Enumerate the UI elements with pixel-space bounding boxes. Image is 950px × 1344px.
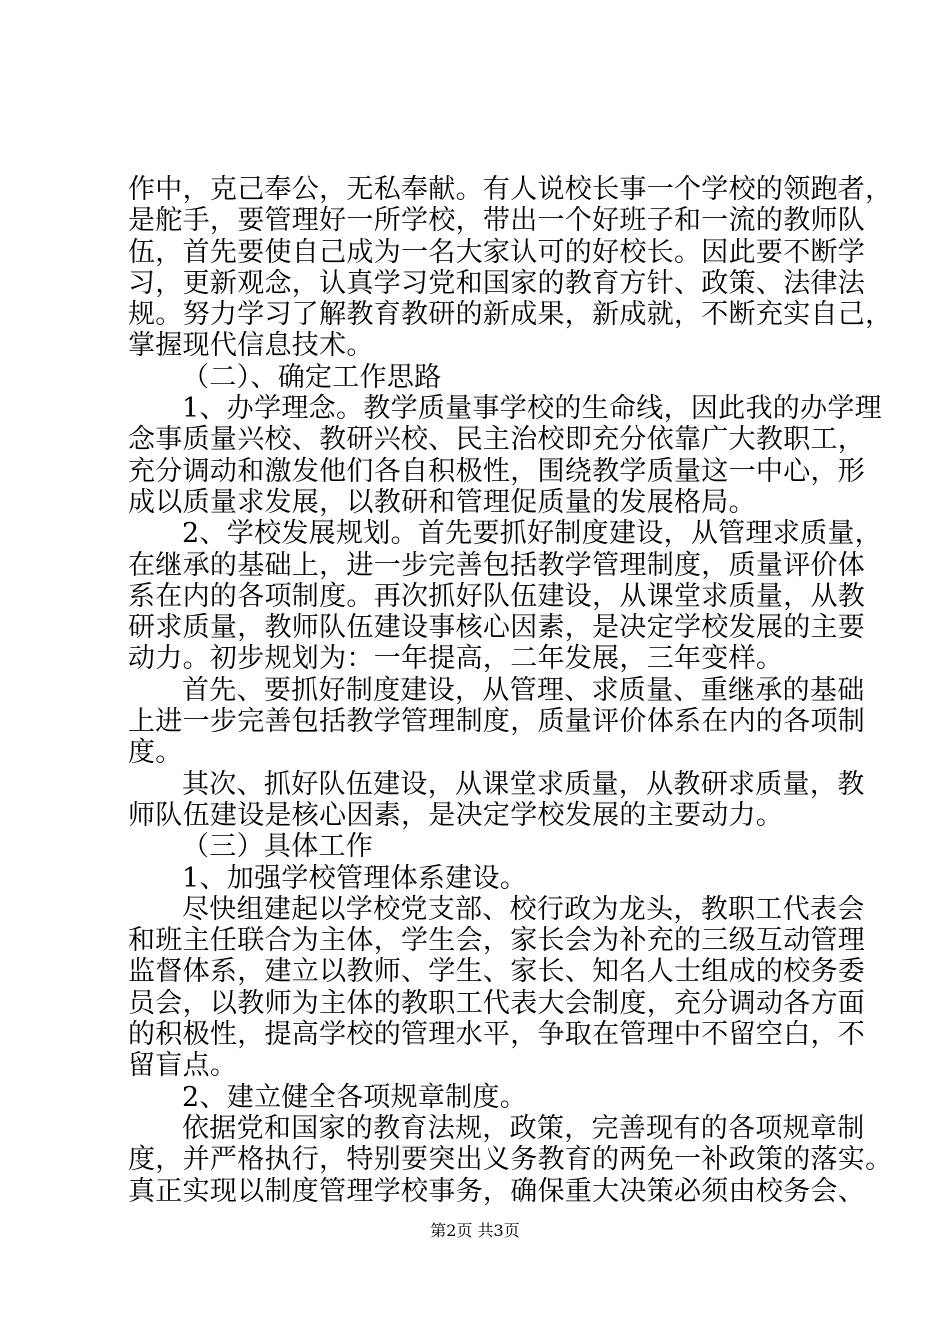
text-line: 作中，克己奉公，无私奉献。有人说校长事一个学校的领跑者，: [128, 174, 893, 205]
text-line: 员会，以教师为主体的教职工代表大会制度，充分调动各方面: [128, 987, 866, 1019]
text-line: 在继承的基础上，进一步完善包括教学管理制度，质量评价体: [128, 549, 866, 581]
text-line: 上进一步完善包括教学管理制度，质量评价体系在内的各项制: [128, 706, 866, 738]
text-line: 动力。初步规划为：一年提高，二年发展，三年变样。: [128, 643, 784, 675]
document-body: [128, 174, 893, 1207]
text-line: 师队伍建设是核心因素，是决定学校发展的主要动力。: [128, 799, 784, 831]
page-footer: 第2页 共3页: [430, 1221, 520, 1240]
text-line: 真正实现以制度管理学校事务，确保重大决策必须由校务会、: [128, 1175, 866, 1207]
text-line: 充分调动和激发他们各自积极性，围绕教学质量这一中心，形: [128, 455, 866, 487]
text-line: 规。努力学习了解教育教研的新成果，新成就，不断充实自己，: [128, 299, 893, 331]
text-line: 2、建立健全各项规章制度。: [182, 1081, 528, 1113]
text-line: 留盲点。: [128, 1050, 238, 1082]
text-line: 1、加强学校管理体系建设。: [182, 862, 528, 894]
text-line: 度，并严格执行，特别要突出义务教育的两免一补政策的落实。: [128, 1144, 893, 1176]
text-line: 依据党和国家的教育法规，政策，完善现有的各项规章制: [182, 1112, 865, 1144]
text-line: 2、学校发展规划。首先要抓好制度建设，从管理求质量，: [182, 518, 882, 550]
text-line: 首先、要抓好制度建设，从管理、求质量、重继承的基础: [182, 674, 865, 706]
text-line: （三）具体工作: [182, 831, 374, 863]
text-line: 习，更新观念，认真学习党和国家的教育方针、政策、法律法: [128, 267, 866, 299]
text-line: 和班主任联合为主体，学生会，家长会为补充的三级互动管理: [128, 925, 866, 957]
text-line: 是舵手，要管理好一所学校，带出一个好班子和一流的教师队: [128, 205, 866, 237]
text-line: （二）、确定工作思路: [182, 361, 442, 393]
text-line: 监督体系，建立以教师、学生、家长、知名人士组成的校务委: [128, 956, 866, 988]
text-line: 伍，首先要使自己成为一名大家认可的好校长。因此要不断学: [128, 236, 866, 268]
text-line: 的积极性，提高学校的管理水平，争取在管理中不留空白，不: [128, 1019, 866, 1051]
text-line: 度。: [128, 737, 183, 769]
text-line: 系在内的各项制度。再次抓好队伍建设，从课堂求质量，从教: [128, 580, 866, 612]
text-line: 1、办学理念。教学质量事学校的生命线，因此我的办学理: [182, 393, 882, 425]
text-line: 尽快组建起以学校党支部、校行政为龙头，教职工代表会: [182, 893, 865, 925]
text-line: 成以质量求发展，以教研和管理促质量的发展格局。: [128, 486, 756, 518]
text-line: 研求质量，教师队伍建设事核心因素，是决定学校发展的主要: [128, 612, 866, 644]
text-line: 其次、抓好队伍建设，从课堂求质量，从教研求质量，教: [182, 768, 865, 800]
text-line: 念事质量兴校、教研兴校、民主治校即充分依靠广大教职工，: [128, 424, 866, 456]
text-line: 掌握现代信息技术。: [128, 330, 374, 362]
